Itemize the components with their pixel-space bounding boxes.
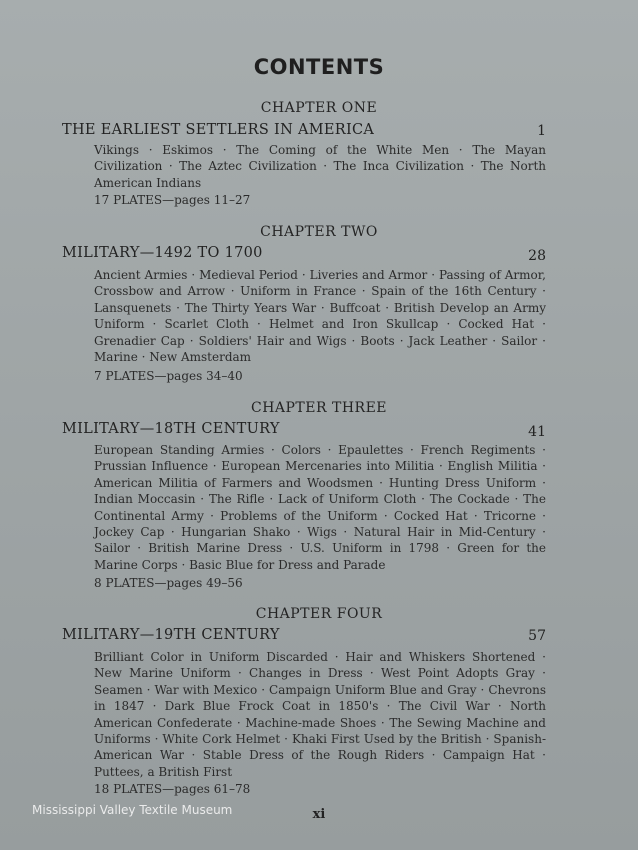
chapter-4-heading: CHAPTER FOUR <box>255 606 383 622</box>
page-folio: xi <box>312 807 326 822</box>
chapter-1-plates: 17 PLATES—pages 11–27 <box>94 193 251 207</box>
chapter-1-topics: Vikings · Eskimos · The Coming of the White Men · The Mayan Civilization · The Aztec Civilization · The Inca Civilization · The North American Indians <box>94 143 546 190</box>
chapter-4-topics: Brilliant Color in Uniform Discarded · Hair and Whiskers Shortened · New Marine Uniform · Changes in Dress · West Point Adopts Gray · Seamen · War with Mexico · Campaign Uniform Blue and Gray · Chevrons in 1847 · Dark Blue Frock Coat in 1850's · The Civil War · North American Confederate · Machine-made Shoes · The Sewing Machine and Uniforms · White Cork Helmet · Khaki First Used by the British · Spanish-American War · Stable Dress of the Rough Riders · Campaign Hat · Puttees, a British First <box>94 650 546 779</box>
chapter-2-page-number: 28 <box>528 248 546 264</box>
chapter-2-topics: Ancient Armies · Medieval Period · Liveries and Armor · Passing of Armor, Crossbow and Arrow · Uniform in France · Spain of the 16th Century · Lansquenets · The Thirty Years War · Buffcoat · British Develop an Army Uniform · Scarlet Cloth · Helmet and Iron Skullcap · Cocked Hat · Grenadier Cap · Soldiers' Hair and Wigs · Boots · Jack Leather · Sailor · Marine · New Amsterdam <box>94 268 546 365</box>
chapter-4-page-number: 57 <box>528 628 546 644</box>
chapter-1-heading: CHAPTER ONE <box>260 100 378 116</box>
chapter-2-heading: CHAPTER TWO <box>260 224 378 240</box>
chapter-2-title: MILITARY—1492 TO 1700 <box>62 245 263 261</box>
chapter-1-title: THE EARLIEST SETTLERS IN AMERICA <box>62 122 375 138</box>
chapter-3-heading: CHAPTER THREE <box>250 400 388 416</box>
contents-title: CONTENTS <box>253 55 385 79</box>
chapter-4-plates: 18 PLATES—pages 61–78 <box>94 782 251 796</box>
chapter-2-plates: 7 PLATES—pages 34–40 <box>94 369 243 383</box>
chapter-3-plates: 8 PLATES—pages 49–56 <box>94 576 243 590</box>
chapter-3-title: MILITARY—18TH CENTURY <box>62 421 280 437</box>
chapter-1-page-number: 1 <box>537 123 546 139</box>
chapter-3-page-number: 41 <box>528 424 546 440</box>
museum-watermark: Mississippi Valley Textile Museum <box>32 803 233 817</box>
chapter-4-title: MILITARY—19TH CENTURY <box>62 627 280 643</box>
chapter-3-topics: European Standing Armies · Colors · Epaulettes · French Regiments · Prussian Influence · European Mercenaries into Militia · English Militia · American Militia of Farmers and Woodsmen · Hunting Dress Uniform · Indian Moccasin · The Rifle · Lack of Uniform Cloth · The Cockade · The Continental Army · Problems of the Uniform · Cocked Hat · Tricorne · Jockey Cap · Hungarian Shako · Wigs · Natural Hair in Mid-Century · Sailor · British Marine Dress · U.S. Uniform in 1798 · Green for the Marine Corps · Basic Blue for Dress and Parade <box>94 443 546 572</box>
